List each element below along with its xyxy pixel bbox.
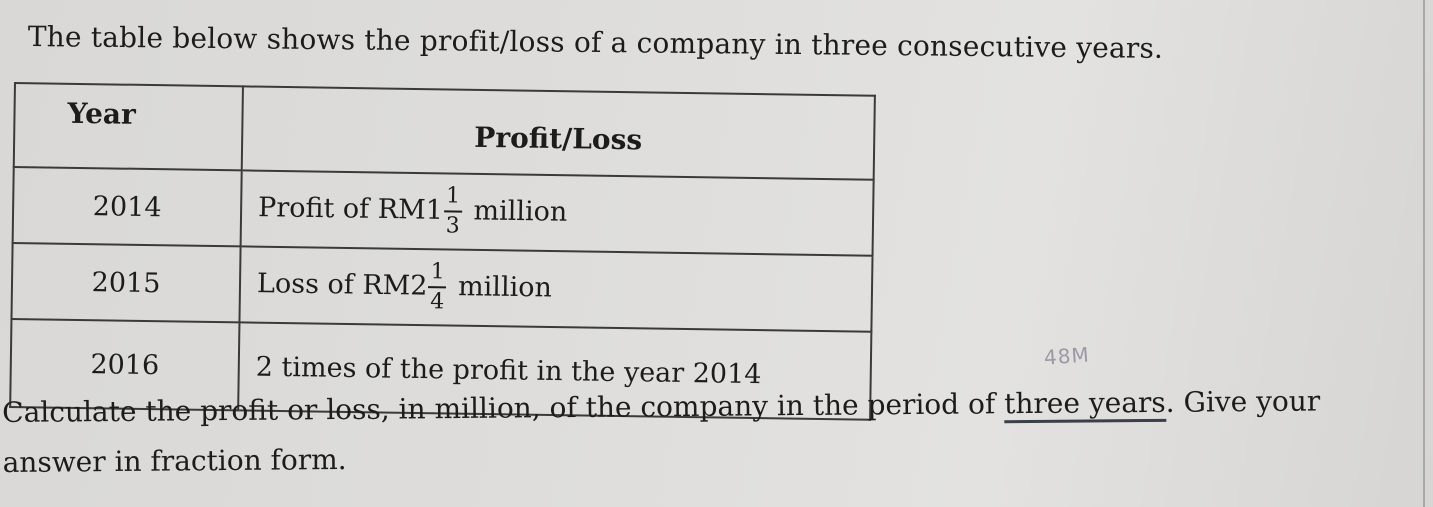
year-cell: 2016	[10, 319, 239, 410]
header-year: Year	[14, 83, 243, 170]
handwritten-note: 48M	[1043, 342, 1091, 370]
underlined-phrase: three years	[1004, 386, 1166, 423]
fraction-numerator: 1	[445, 183, 461, 209]
table-row	[11, 243, 872, 332]
question-part-after: . Give your	[1165, 384, 1321, 419]
profit-loss-cell	[241, 170, 874, 255]
profit-loss-table-container	[9, 82, 876, 421]
header-profit-loss: Profit/Loss	[242, 86, 875, 179]
profit-loss-cell: 2 times of the profit in the year 2014	[238, 322, 871, 419]
fraction-numerator: 1	[430, 259, 445, 285]
fraction	[428, 261, 447, 313]
intro-text: The table below shows the profit/loss of a company in three consecutive years.	[27, 20, 1164, 65]
amount-prefix: Profit of RM1	[257, 192, 444, 226]
profit-loss-table	[9, 82, 876, 421]
fraction	[444, 185, 463, 237]
amount-suffix: million	[457, 271, 553, 304]
question-line-2: answer in fraction form.	[2, 442, 347, 479]
amount-suffix: million	[473, 195, 568, 228]
question-part-before: Calculate the profit or loss, in million, of the company in the period of	[2, 387, 1005, 429]
year-cell: 2015	[11, 243, 240, 322]
page-edge	[1423, 0, 1425, 507]
fraction-denominator: 3	[444, 210, 462, 237]
question-text	[2, 376, 1321, 487]
profit-loss-cell	[239, 246, 872, 331]
year-cell: 2014	[13, 167, 242, 246]
table-header-row	[14, 83, 875, 180]
fraction-denominator: 4	[428, 286, 446, 313]
table-row	[13, 167, 874, 256]
amount-prefix: Loss of RM2	[256, 268, 428, 302]
